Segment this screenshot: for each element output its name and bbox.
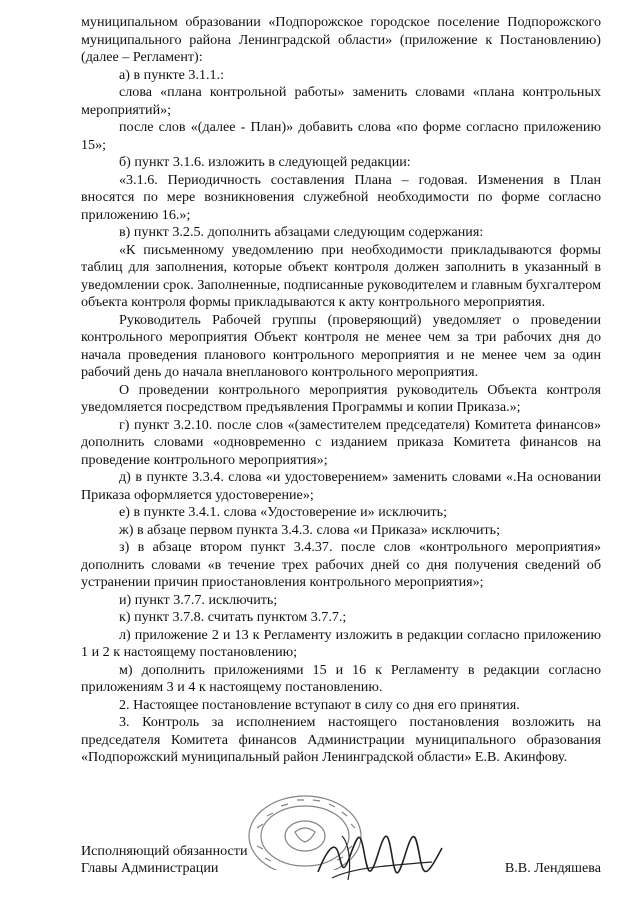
paragraph: к) пункт 3.7.8. считать пунктом 3.7.7.; [119,609,347,625]
paragraph: муниципальном образовании «Подпорожское городское поселение Подпорожского муниципального района Ленинградской области» (приложение к Постановлению) (далее – Регламент): [81,14,601,65]
paragraph: в) пункт 3.2.5. дополнить абзацами следующим содержания: [119,224,484,240]
paragraph: «3.1.6. Периодичность составления Плана – годовая. Изменения в План вносятся по мере возникновения служебной необходимости по форме согласно приложению 16.»; [81,171,601,223]
paragraph: е) в пункте 3.4.1. слова «Удостоверение и» исключить; [119,504,448,520]
signatory-title-line: Исполняющий обязанности [81,843,248,859]
paragraph: д) в пункте 3.3.4. слова «и удостоверением» заменить словами «.На основании Приказа оформляется удостоверение»; [81,469,601,503]
paragraph: ж) в абзаце первом пункта 3.4.3. слова «и Приказа» исключить; [119,521,501,538]
paragraph: 2. Настоящее постановление вступают в силу со дня его принятия. [119,696,520,713]
signature-block [81,843,601,877]
paragraph: б) пункт 3.1.6. изложить в следующей редакции: [119,154,411,170]
paragraph: г) пункт 3.2.10. после слов «(заместителем председателя) Комитета финансов» дополнить словами «одновременно с изданием приказа Комитета финансов на проведение контрольного мероприятия»; [81,416,601,468]
paragraph: слова «плана контрольной работы» заменить словами «плана контрольных мероприятий»; [81,84,601,118]
paragraph: з) в абзаце втором пункт 3.4.37. после слов «контрольного мероприятия» дополнить словами «в течение трех рабочих дней со дня получения сведений об устранении причин приостановления контрольного мероприятия»; [81,539,601,590]
paragraph: после слов «(далее - План)» добавить слова «по форме согласно приложению 15»; [81,119,601,153]
paragraph: и) пункт 3.7.7. исключить; [119,591,278,608]
paragraph: л) приложение 2 и 13 к Регламенту изложить в редакции согласно приложению 1 и 2 к настоящему постановлению; [81,626,601,660]
signatory-title-line: Главы Администрации [81,860,219,876]
paragraph: Руководитель Рабочей группы (проверяющий) уведомляет о проведении контрольного мероприятия Объект контроля не менее чем за три рабочих дня до начала проведения планового контрольного мероприятия и не менее чем за один рабочий день до начала внепланового контрольного мероприятия. [81,311,601,380]
paragraph: «К письменному уведомлению при необходимости прикладываются формы таблиц для заполнения, которые объект контроля должен заполнить в указанный в уведомлении срок. Заполненные, подписанные руководителем и главным бухгалтером объекта контроля формы прикладываются к акту контрольного мероприятия. [81,241,601,310]
document-body [81,14,601,767]
paragraph: м) дополнить приложениями 15 и 16 к Регламенту в редакции согласно приложениям 3 и 4 к настоящему постановлению. [81,661,601,695]
paragraph: а) в пункте 3.1.1.: [119,66,225,83]
signatory-name: В.В. Лендяшева [504,860,601,876]
paragraph: О проведении контрольного мероприятия руководитель Объекта контроля уведомляется посредством предъявления Программы и копии Приказа.»; [81,381,601,415]
paragraph: 3. Контроль за исполнением настоящего постановления возложить на председателя Комитета финансов Администрации муниципального образования «Подпорожский муниципальный район Ленинградской области» Е.В. Акинфову. [81,714,601,765]
